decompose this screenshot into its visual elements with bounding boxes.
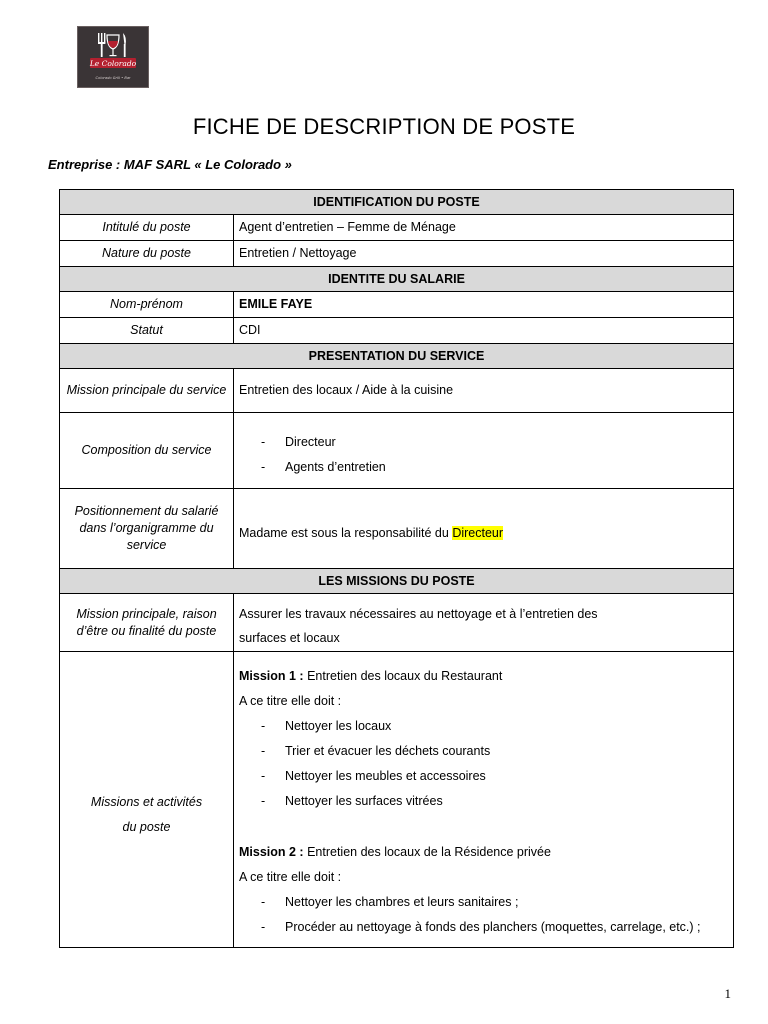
intitule-label: Intitulé du poste: [60, 215, 234, 241]
mission-2-heading: [239, 844, 728, 861]
positionnement-label: Positionnement du salarié dans l’organigramme du service: [60, 489, 234, 569]
mission-2-prefix: Mission 2 :: [239, 844, 304, 859]
mission-1-heading: [239, 668, 728, 685]
section-row: [60, 344, 734, 369]
document-title: FICHE DE DESCRIPTION DE POSTE: [192, 114, 576, 139]
mission-1-prefix: Mission 1 :: [239, 668, 304, 683]
positionnement-text: Madame est sous la responsabilité du: [239, 526, 453, 540]
list-item: - Procéder au nettoyage à fonds des planchers (moquettes, carrelage, etc.) ;: [239, 919, 728, 936]
section-row: [60, 569, 734, 594]
highlighted-directeur: Directeur: [452, 526, 504, 540]
composition-value: [234, 413, 734, 489]
table-row: [60, 489, 734, 569]
table-row: [60, 241, 734, 267]
logo-tagline: Colorado Grill • Bar: [95, 76, 131, 80]
list-item: - Agents d’entretien: [239, 459, 728, 476]
nature-value: Entretien / Nettoyage: [234, 241, 734, 267]
table-row: [60, 413, 734, 489]
table-row: [60, 318, 734, 344]
company-logo: [78, 27, 148, 87]
mission-2-intro: A ce titre elle doit :: [239, 869, 342, 884]
statut-label: Statut: [60, 318, 234, 344]
list-item: - Nettoyer les chambres et leurs sanitaires ;: [239, 894, 728, 911]
composition-list: [239, 434, 728, 476]
table-row: [60, 369, 734, 413]
section-row: [60, 190, 734, 215]
company-line: Entreprise : MAF SARL « Le Colorado »: [48, 157, 292, 172]
mission-principale-line-1: Assurer les travaux nécessaires au nettoyage et à l’entretien des: [239, 606, 598, 621]
missions-activites-label: [60, 652, 234, 948]
section-identite: IDENTITE DU SALARIE: [60, 267, 734, 292]
list-item: - Nettoyer les surfaces vitrées: [239, 793, 728, 810]
mission-service-value: Entretien des locaux / Aide à la cuisine: [234, 369, 734, 413]
mission-1-title: Entretien des locaux du Restaurant: [303, 668, 503, 683]
intitule-value: Agent d’entretien – Femme de Ménage: [234, 215, 734, 241]
page-number: 1: [724, 986, 731, 1001]
mission-2-title: Entretien des locaux de la Résidence privée: [303, 844, 551, 859]
mission-principale-label: Mission principale, raison d’être ou finalité du poste: [60, 594, 234, 652]
positionnement-value: [234, 489, 734, 569]
nom-label: Nom-prénom: [60, 292, 234, 318]
table-row: [60, 594, 734, 652]
nom-value: EMILE FAYE: [234, 292, 734, 318]
composition-label: Composition du service: [60, 413, 234, 489]
section-missions: LES MISSIONS DU POSTE: [60, 569, 734, 594]
mission-service-label: Mission principale du service: [60, 369, 234, 413]
list-item: - Directeur: [239, 434, 728, 451]
list-item: - Nettoyer les meubles et accessoires: [239, 768, 728, 785]
missions-activites-label-line-1: Missions et activités: [90, 794, 203, 809]
nature-label: Nature du poste: [60, 241, 234, 267]
table-row: [60, 652, 734, 948]
list-item: - Nettoyer les locaux: [239, 718, 728, 735]
table-row: [60, 215, 734, 241]
section-identification: IDENTIFICATION DU POSTE: [60, 190, 734, 215]
missions-activites-value: [234, 652, 734, 948]
statut-value: CDI: [234, 318, 734, 344]
mission-principale-value: [234, 594, 734, 652]
section-presentation: PRESENTATION DU SERVICE: [60, 344, 734, 369]
section-row: [60, 267, 734, 292]
logo-text: Le Colorado: [89, 59, 137, 68]
table-row: [60, 292, 734, 318]
list-item: - Trier et évacuer les déchets courants: [239, 743, 728, 760]
job-description-table: [59, 189, 734, 948]
mission-principale-line-2: surfaces et locaux: [239, 630, 340, 645]
mission-1-list: [239, 718, 728, 810]
mission-2-list: [239, 894, 728, 936]
missions-activites-label-line-2: du poste: [122, 819, 171, 834]
mission-1-intro: A ce titre elle doit :: [239, 693, 342, 708]
